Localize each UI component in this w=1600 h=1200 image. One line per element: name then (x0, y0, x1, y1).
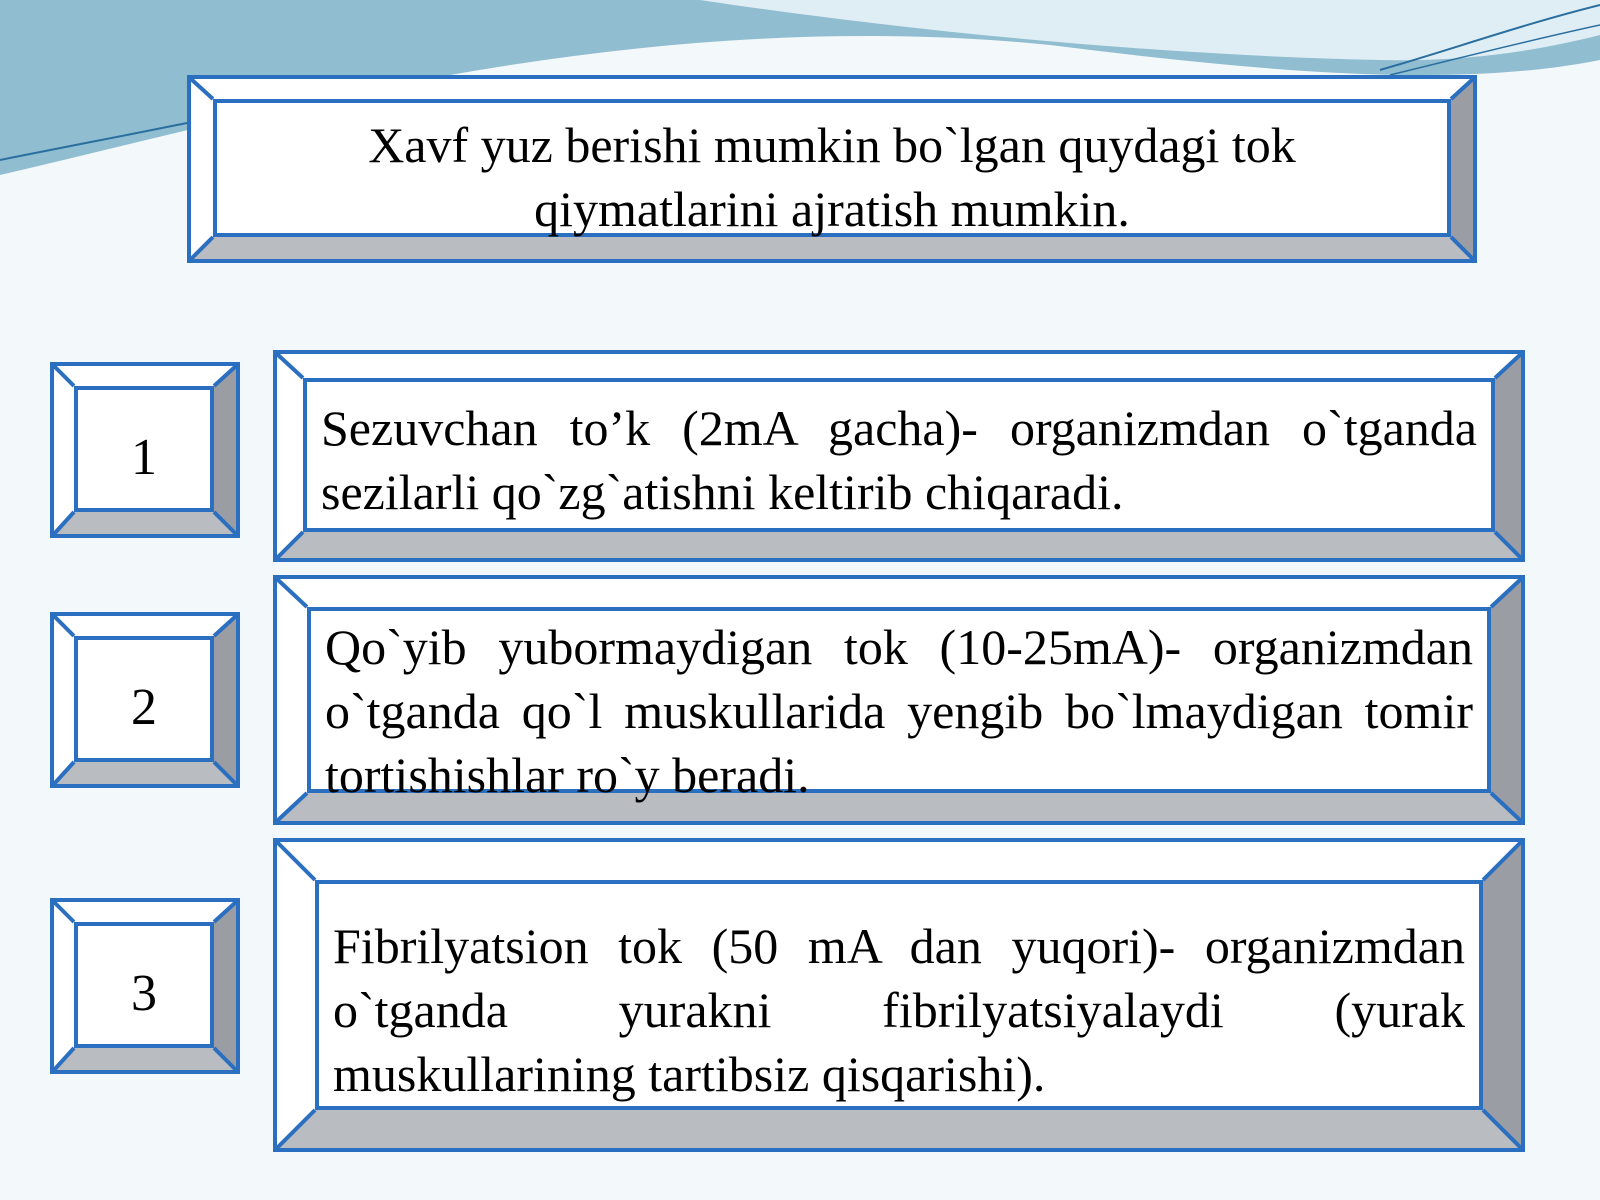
number-box-3 (50, 898, 240, 1074)
number-label-1: 1 (131, 429, 157, 486)
item-text-3: Fibrilyatsion tok (50 mA dan yuqori)- organizmdan o`tganda yurakni fibrilyatsiyalaydi (yurak muskullarining tartibsiz qisqarishi). (333, 918, 1465, 1102)
number-label-3: 3 (131, 965, 157, 1022)
item-text-1: Sezuvchan to’k (2mA gacha)- organizmdan o`tganda sezilarli qo`zg`atishni keltirib chiqaradi. (321, 400, 1477, 520)
number-label-2: 2 (131, 679, 157, 736)
title-text: Xavf yuz berishi mumkin bo`lgan quydagi tok qiymatlarini ajratish mumkin. (368, 117, 1296, 237)
item-box-2 (273, 575, 1525, 825)
item-box-1 (273, 350, 1525, 562)
number-box-1 (50, 362, 240, 538)
number-box-2 (50, 612, 240, 788)
item-text-2: Qo`yib yubormaydigan tok (10-25mA)- organizmdan o`tganda qo`l muskullarida yengib bo`lmaydigan tomir tortishishlar ro`y beradi. (325, 619, 1473, 803)
title-box (187, 75, 1477, 263)
item-box-3 (273, 838, 1525, 1152)
